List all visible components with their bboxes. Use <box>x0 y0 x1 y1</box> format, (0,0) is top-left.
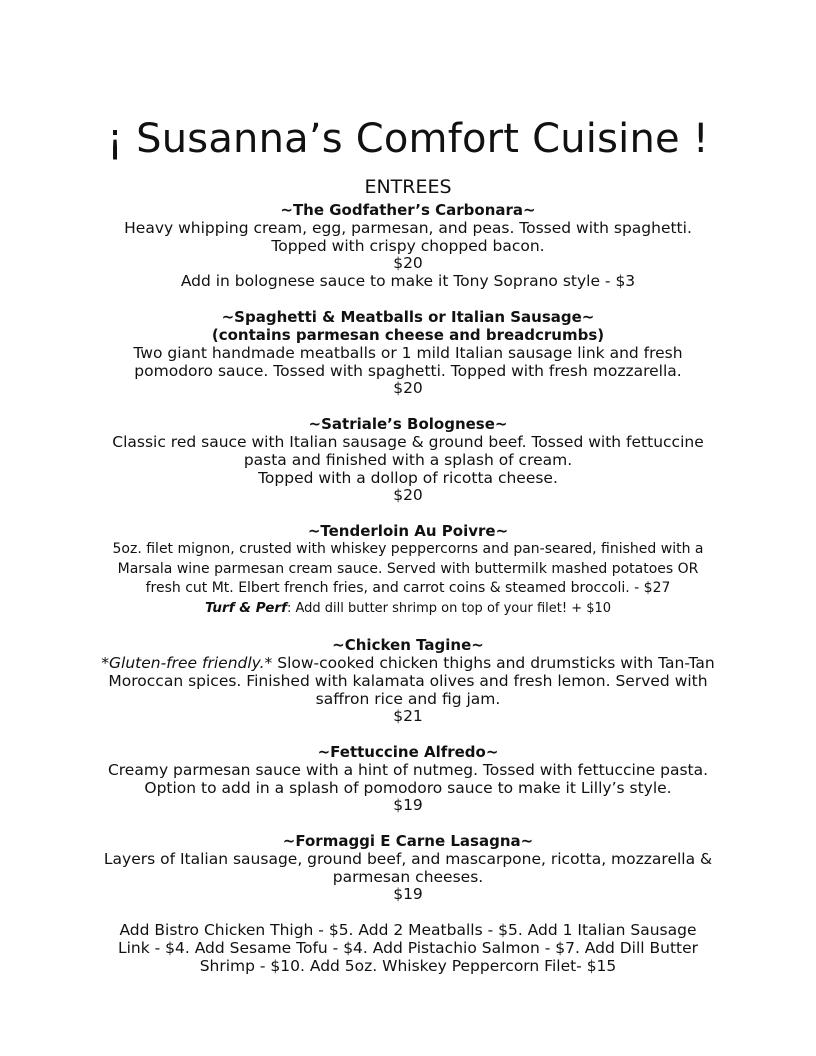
item-name: ~Tenderloin Au Poivre~ <box>307 522 509 540</box>
item-description-line: pasta and finished with a splash of cream. <box>243 451 573 469</box>
item-price: $20 <box>393 379 423 397</box>
add-ons-line: Add Bistro Chicken Thigh - $5. Add 2 Meatballs - $5. Add 1 Italian Sausage <box>119 920 697 939</box>
add-ons-line: Link - $4. Add Sesame Tofu - $4. Add Pistachio Salmon - $7. Add Dill Butter <box>117 938 699 957</box>
item-description-line: fresh cut Mt. Elbert french fries, and carrot coins & steamed broccoli. - $27 <box>145 580 671 596</box>
add-ons-section <box>0 921 816 975</box>
item-description-line: saffron rice and fig jam. <box>315 689 501 708</box>
item-name: ~Chicken Tagine~ <box>332 635 484 654</box>
menu-item-spaghetti-meatballs <box>60 308 756 397</box>
item-description-line <box>60 654 756 672</box>
item-price: $19 <box>393 884 423 903</box>
item-description-text: Slow-cooked chicken thighs and drumsticks with Tan-Tan <box>272 653 715 672</box>
menu-item-tenderloin <box>60 522 756 618</box>
item-price: $20 <box>393 486 423 504</box>
item-name: ~Fettuccine Alfredo~ <box>317 742 499 761</box>
item-price: $20 <box>393 254 423 272</box>
item-description-line: Option to add in a splash of pomodoro sauce to make it Lilly’s style. <box>144 778 672 797</box>
item-description-line: Two giant handmade meatballs or 1 mild Italian sausage link and fresh <box>133 344 683 362</box>
item-extra <box>60 599 756 618</box>
item-description-line: Marsala wine parmesan cream sauce. Served with buttermilk mashed potatoes OR <box>117 560 699 577</box>
turf-and-perf-text: : Add dill butter shrimp on top of your filet! + $10 <box>286 600 612 616</box>
item-name: ~Formaggi E Carne Lasagna~ <box>282 831 534 850</box>
restaurant-title: ¡ Susanna’s Comfort Cuisine ! <box>107 116 709 162</box>
item-description-line: pomodoro sauce. Tossed with spaghetti. Topped with fresh mozzarella. <box>134 362 682 380</box>
item-description-line: Creamy parmesan sauce with a hint of nutmeg. Tossed with fettuccine pasta. <box>107 760 709 779</box>
gluten-free-tag: *Gluten-free friendly.* <box>101 653 273 672</box>
menu-item-carbonara <box>60 201 756 290</box>
turf-and-perf-tag: Turf & Perf <box>204 599 287 616</box>
item-description-line: Topped with a dollop of ricotta cheese. <box>258 469 558 487</box>
item-description-line: Layers of Italian sausage, ground beef, and mascarpone, ricotta, mozzarella & <box>103 849 713 868</box>
item-name: ~The Godfather’s Carbonara~ <box>280 201 536 219</box>
item-description-line: 5oz. filet mignon, crusted with whiskey peppercorns and pan-seared, finished with a <box>112 541 704 557</box>
item-price: $19 <box>393 795 423 814</box>
item-name: ~Satriale’s Bolognese~ <box>308 415 508 433</box>
item-allergen-note: (contains parmesan cheese and breadcrumbs) <box>211 326 605 344</box>
item-price: $21 <box>393 706 423 725</box>
section-heading-entrees: ENTREES <box>364 176 452 198</box>
add-ons-line: Shrimp - $10. Add 5oz. Whiskey Peppercorn Filet- $15 <box>199 956 617 975</box>
menu-item-bolognese <box>60 415 756 504</box>
item-description-line: Moroccan spices. Finished with kalamata olives and fresh lemon. Served with <box>108 671 708 690</box>
menu-item-chicken-tagine <box>60 636 756 725</box>
entrees-list <box>0 201 816 903</box>
item-description-line: Heavy whipping cream, egg, parmesan, and peas. Tossed with spaghetti. <box>124 219 692 237</box>
item-description-line: Classic red sauce with Italian sausage & ground beef. Tossed with fettuccine <box>112 433 704 451</box>
item-description-line: Topped with crispy chopped bacon. <box>271 237 545 255</box>
item-description-line: parmesan cheeses. <box>332 867 484 886</box>
item-extra: Add in bolognese sauce to make it Tony Soprano style - $3 <box>180 272 636 290</box>
menu-item-fettuccine-alfredo <box>60 743 756 814</box>
menu-item-lasagna <box>60 832 756 903</box>
item-name: ~Spaghetti & Meatballs or Italian Sausage~ <box>221 308 595 326</box>
